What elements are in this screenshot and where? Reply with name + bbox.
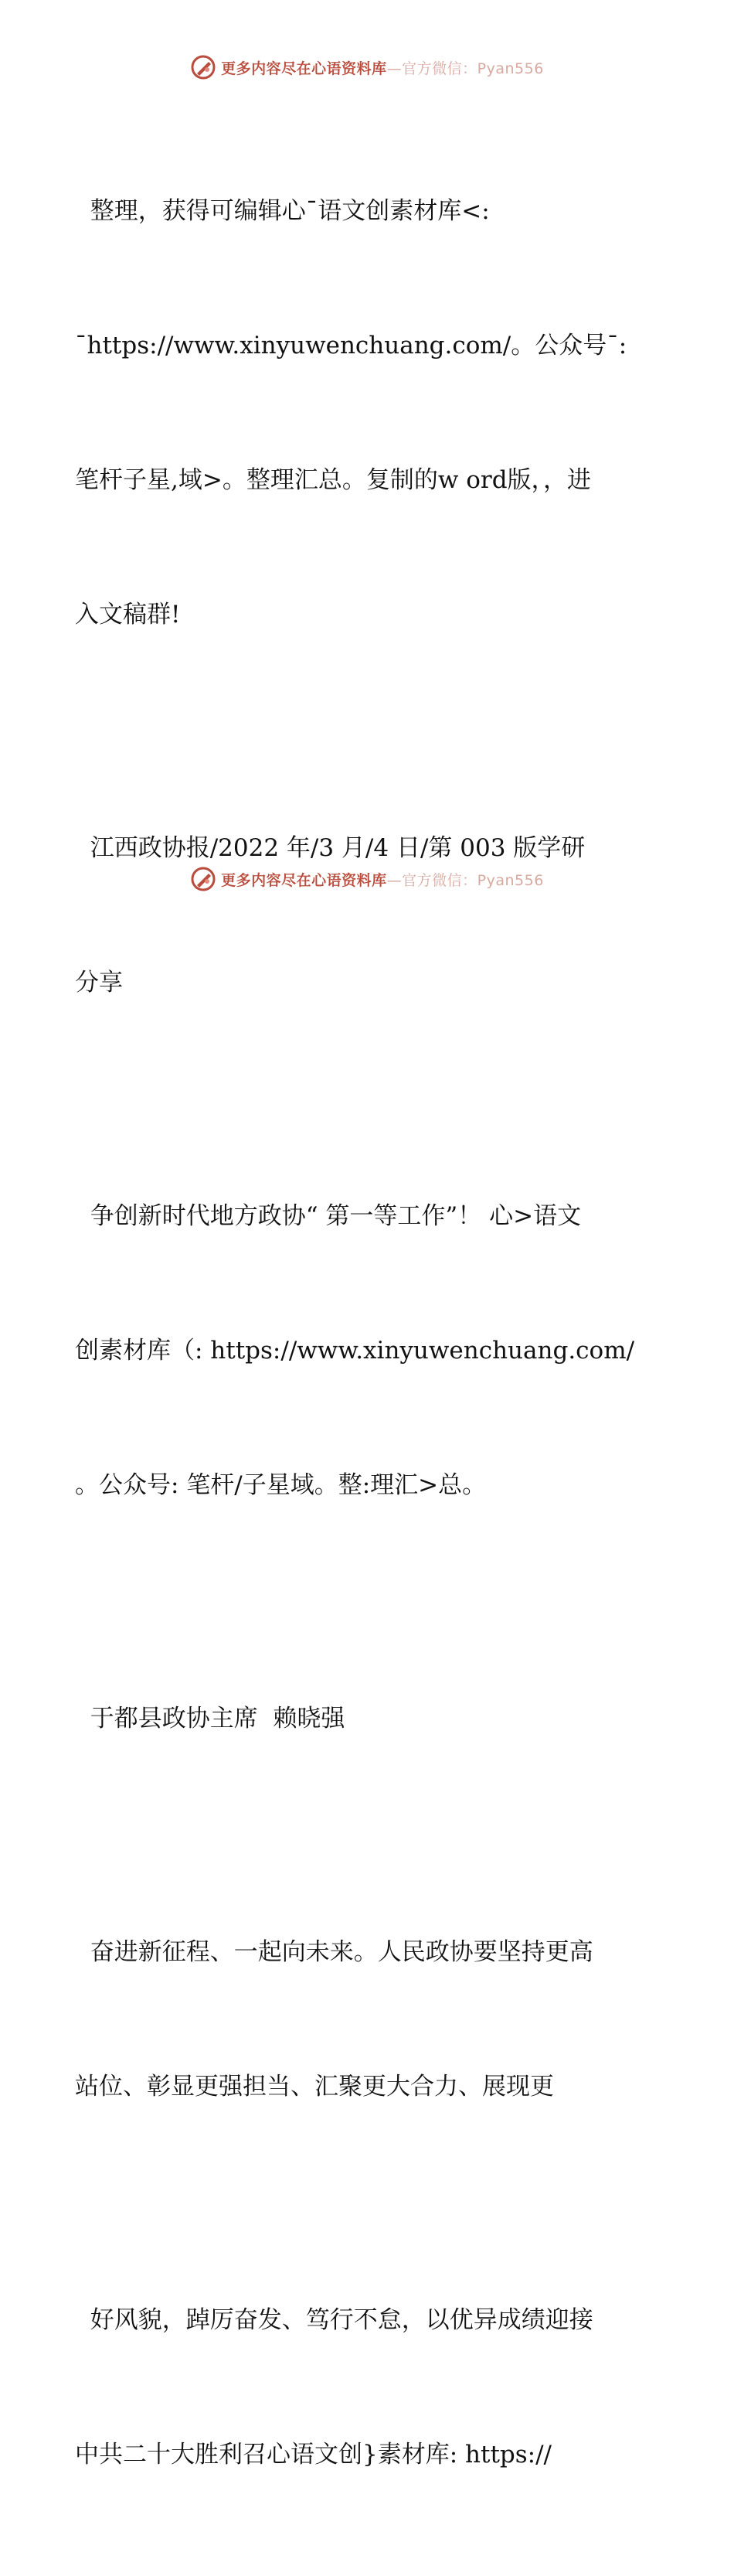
author-line: 于都县政协主席 赖晓强 — [75, 1705, 345, 1733]
banner-text: 更多内容尽在心语资料库—官方微信：Pyan556 — [221, 871, 544, 889]
paragraph: 奋进新征程、一起向未来。人民政协要坚持更高 站位、彰显更强担当、汇聚更大合力、展现更 — [75, 1938, 593, 2101]
header-banner — [0, 54, 734, 80]
banner-text: 更多内容尽在心语资料库—官方微信：Pyan556 — [221, 60, 544, 77]
pen-logo-icon — [190, 866, 216, 892]
paragraph: 争创新时代地方政协“ 第一等工作”！ 心>语文 创素材库（: https://www.xinyuwenchuang.com/ 。公众号: 笔杆/子星域。整:理汇>总。 — [75, 1202, 635, 1499]
document-body — [75, 99, 662, 2576]
paragraph: 整理，获得可编辑心¯语文创素材库<: ¯https://www.xinyuwenchuang.com/。公众号¯: 笔杆子星,域>。整理汇总。复制的w ord版，，进 入文稿群! — [75, 197, 627, 629]
paragraph: 江西政协报/2022 年/3 月/4 日/第 003 版学研 分享 — [75, 834, 586, 997]
footer-banner — [0, 866, 734, 892]
paragraph: 好风貌，踔厉奋发、笃行不怠，以优异成绩迎接 中共二十大胜利召心语文创}素材库: https:// — [75, 2306, 593, 2469]
pen-logo-icon — [190, 54, 216, 80]
